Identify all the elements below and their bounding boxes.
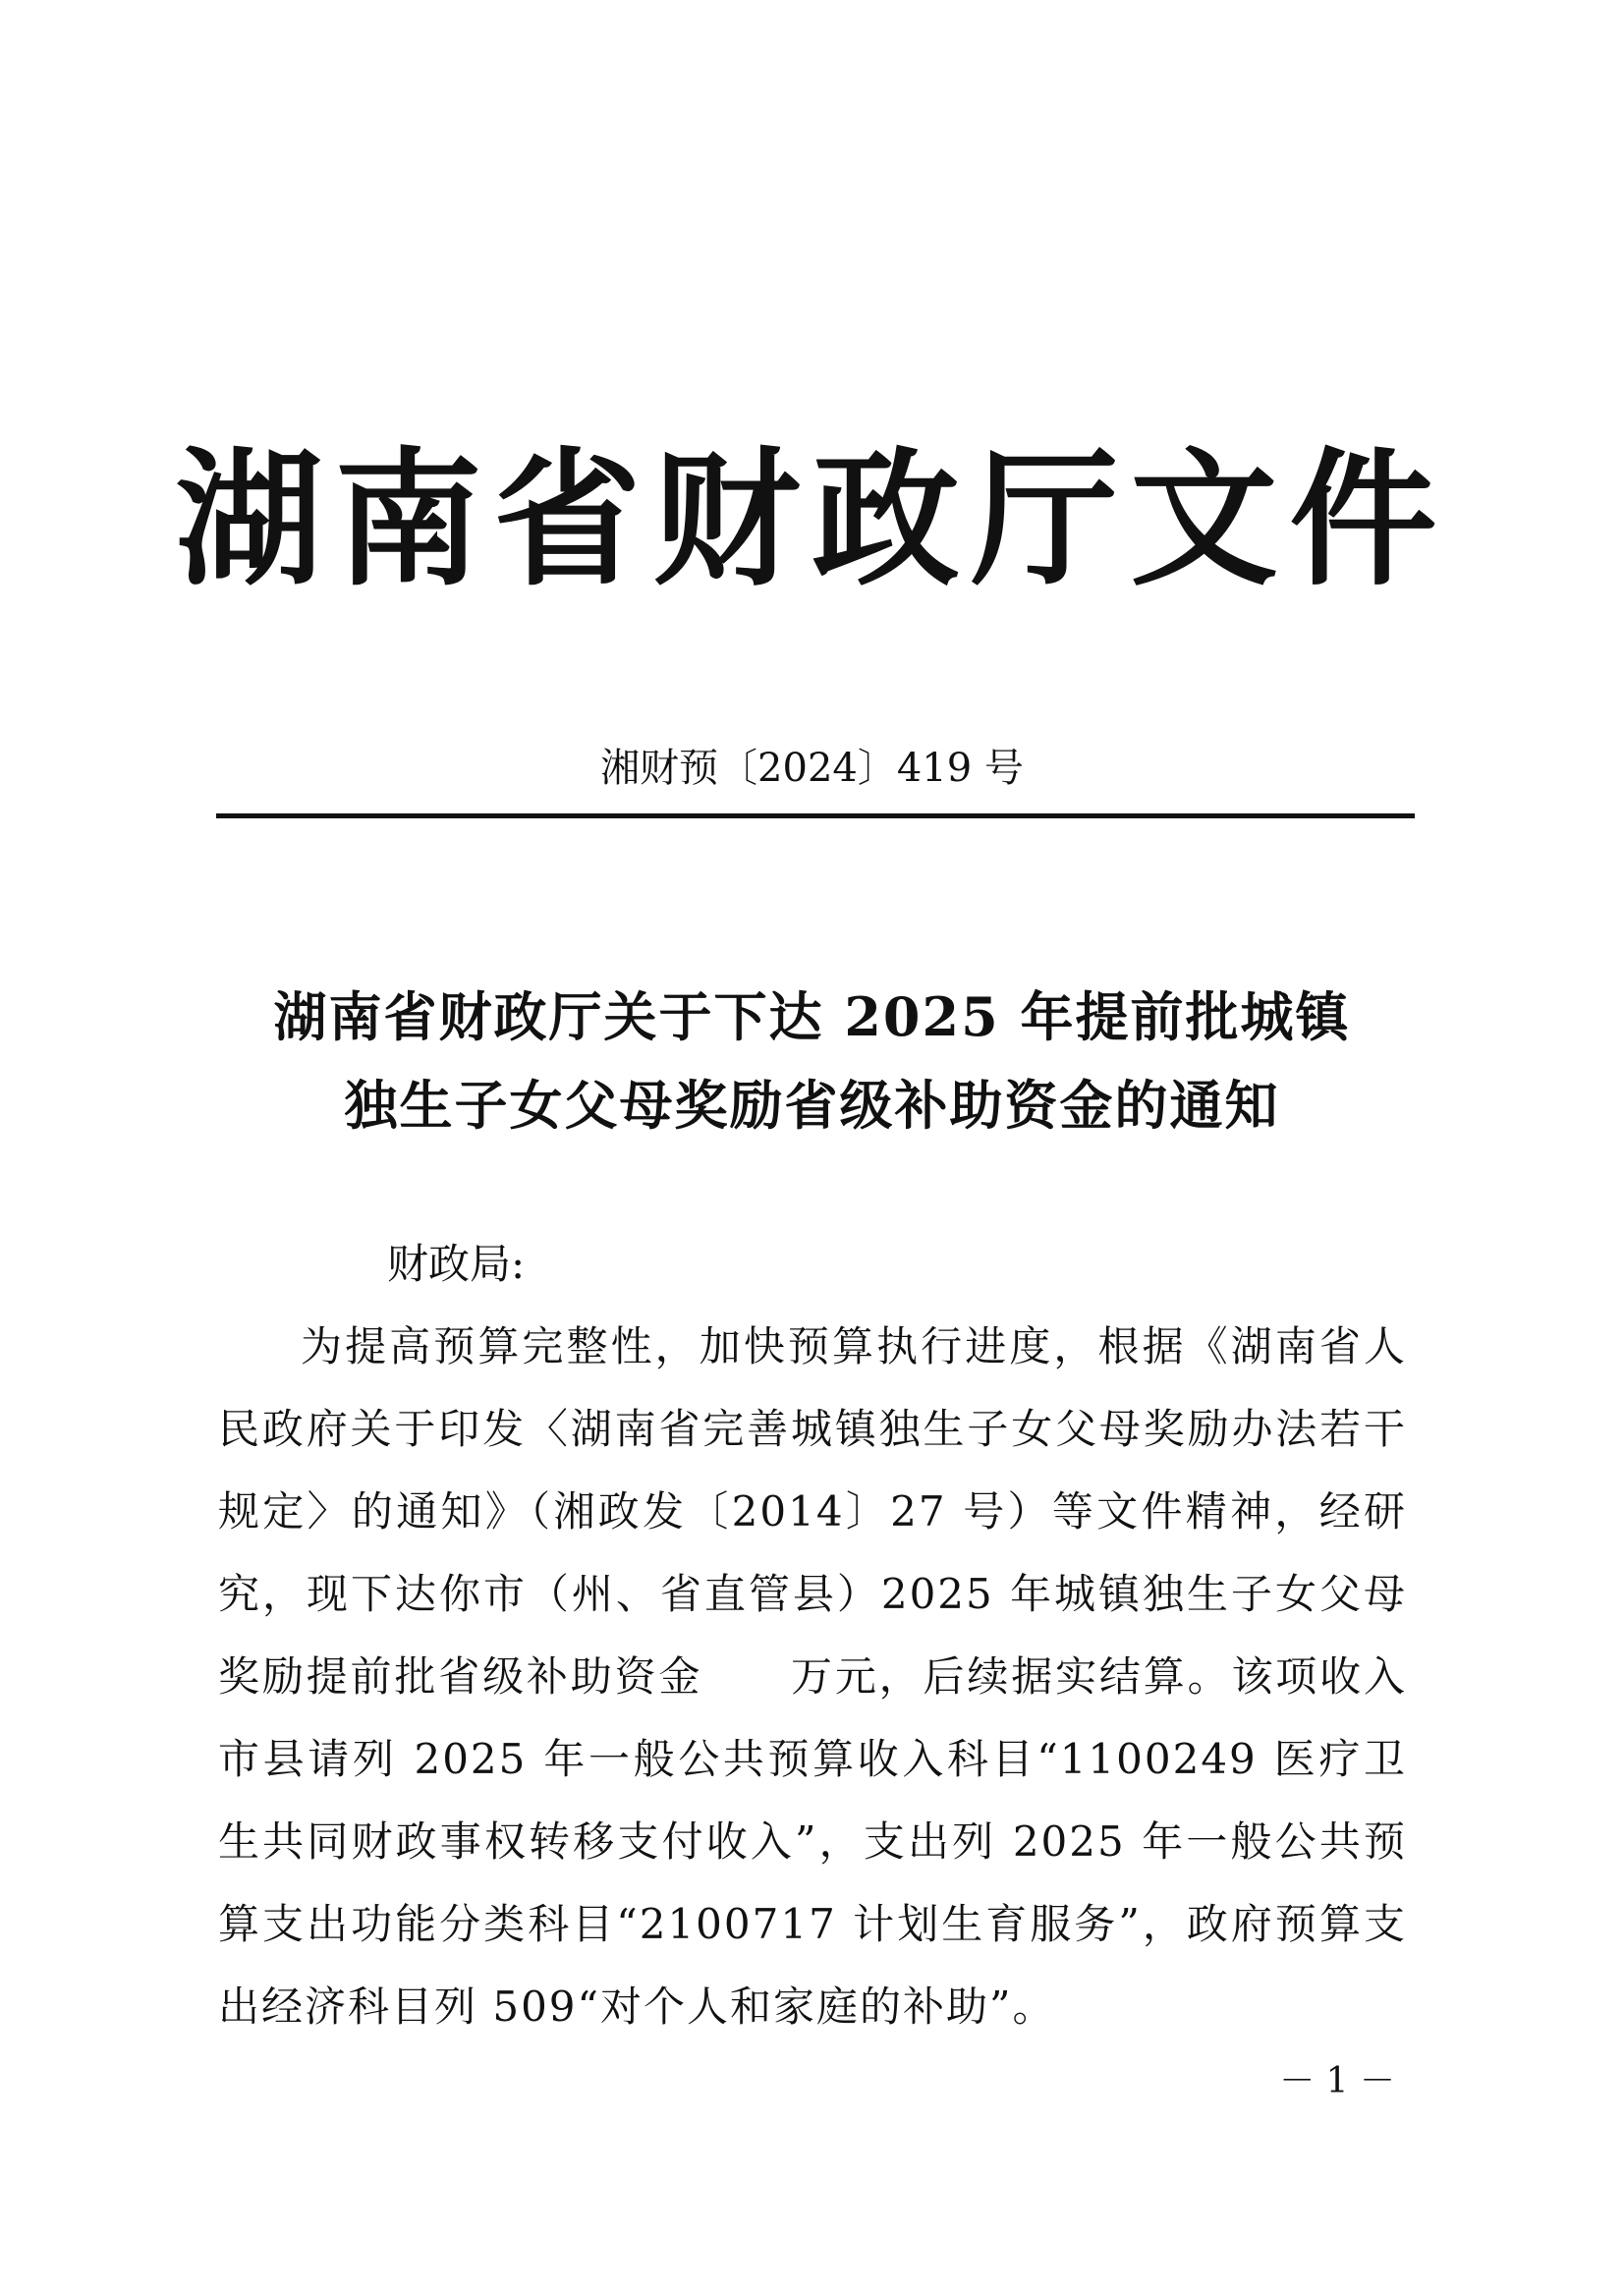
notice-body xyxy=(218,1223,1407,2048)
document-number: 湘财预〔2024〕419 号 xyxy=(600,746,1024,791)
notice-title-line-1: 湖南省财政厅关于下达 2025 年提前批城镇 xyxy=(273,985,1351,1048)
body-paragraph: 为提高预算完整性，加快预算执行进度，根据《湖南省人民政府关于印发〈湖南省完善城镇独生子女父母奖励办法若干规定〉的通知》（湘政发〔2014〕27 号）等文件精神，经研究，现下达你市（州、省直管县）2025 年城镇独生子女父母奖励提前批省级补助资金 万元，后续据实结算。该项收入市县请列 2025 年一般公共预算收入科目“1100249 医疗卫生共同财政事权转移支付收入”，支出列 2025 年一般公共预算支出功能分类科目“2100717 计划生育服务”，政府预算支出经济科目列 509“对个人和家庭的补助”。 xyxy=(218,1322,1407,2031)
notice-title-line-2: 独生子女父母奖励省级补助资金的通知 xyxy=(344,1074,1280,1137)
page-number: － 1 － xyxy=(1279,2061,1395,2101)
document-header-title: 湖南省财政厅文件 xyxy=(175,435,1449,606)
notice-title xyxy=(0,973,1624,1149)
header-divider xyxy=(216,813,1415,818)
salutation: 财政局: xyxy=(387,1240,526,1288)
